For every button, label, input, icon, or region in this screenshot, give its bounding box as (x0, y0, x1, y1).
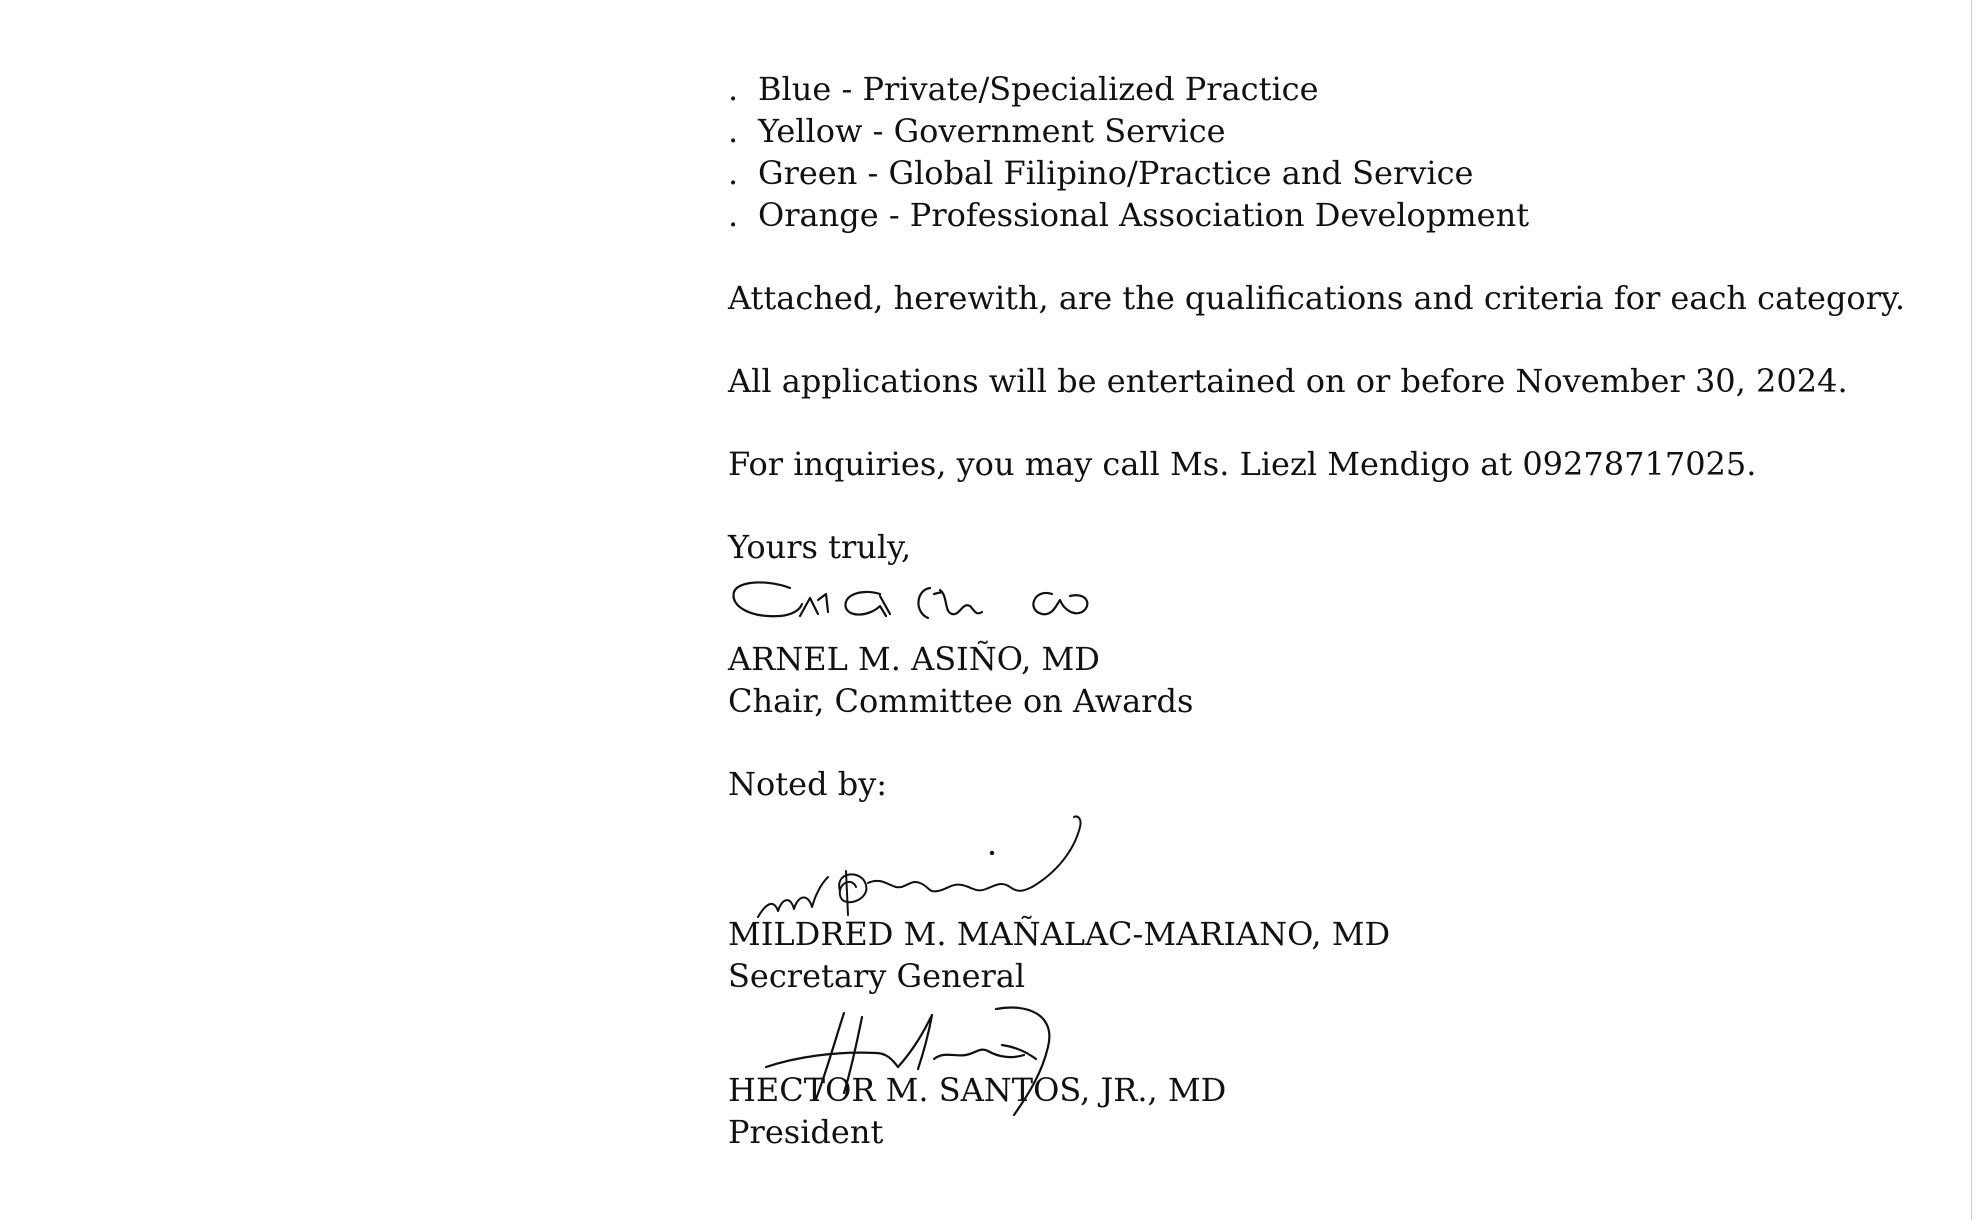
signatory-block-secretary (728, 805, 1928, 997)
attached-paragraph: Attached, herewith, are the qualifications and criteria for each category. (728, 279, 1905, 317)
bullet-marker: . (728, 112, 739, 150)
closing-salutation: Yours truly, (728, 528, 912, 566)
bullet-marker: . (728, 154, 739, 192)
list-item (728, 152, 1928, 194)
signatory-block-president (728, 997, 1928, 1153)
signatory-name: MILDRED M. MAÑALAC-MARIANO, MD (728, 915, 1391, 953)
list-item (728, 194, 1928, 236)
signature-image (730, 576, 1130, 636)
signatory-name: ARNEL M. ASIÑO, MD (728, 640, 1100, 678)
letter-body (728, 68, 1928, 1153)
signatory-block-chair (728, 604, 1928, 722)
category-list (728, 68, 1928, 236)
signature-image (756, 807, 1176, 927)
noted-by-label: Noted by: (728, 765, 888, 803)
category-green: Green - Global Filipino/Practice and Service (758, 154, 1474, 192)
category-blue: Blue - Private/Specialized Practice (758, 70, 1319, 108)
signatory-title: Secretary General (728, 957, 1026, 995)
inquiries-paragraph: For inquiries, you may call Ms. Liezl Mendigo at 09278717025. (728, 445, 1757, 483)
category-yellow: Yellow - Government Service (758, 112, 1226, 150)
category-orange: Orange - Professional Association Development (758, 196, 1530, 234)
bullet-marker: . (728, 196, 739, 234)
list-item (728, 110, 1928, 152)
page-right-edge (1971, 0, 1972, 1220)
signature-image (766, 1007, 1166, 1127)
signatory-title: President (728, 1113, 884, 1151)
list-item (728, 68, 1928, 110)
signatory-title: Chair, Committee on Awards (728, 682, 1194, 720)
bullet-marker: . (728, 70, 739, 108)
signatory-name: HECTOR M. SANTOS, JR., MD (728, 1071, 1227, 1109)
deadline-paragraph: All applications will be entertained on or before November 30, 2024. (728, 362, 1848, 400)
